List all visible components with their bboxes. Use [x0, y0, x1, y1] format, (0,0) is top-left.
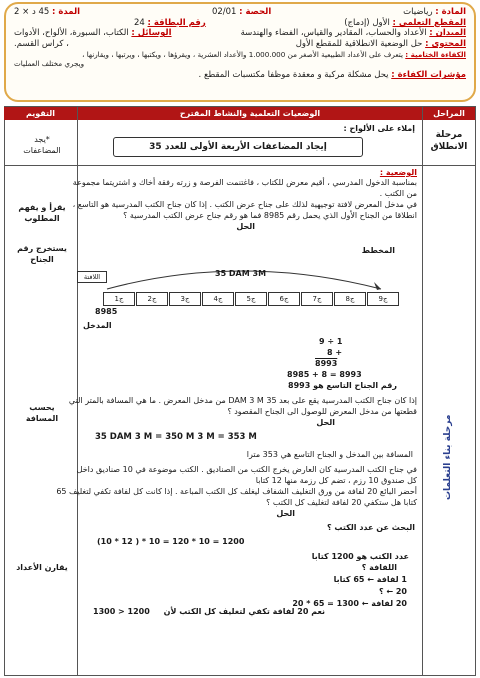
notebook-value: ، كراس القسم. — [14, 38, 69, 49]
solution-label: الحل — [236, 222, 255, 231]
competence-value-2: ويجري مختلف العمليات — [14, 59, 85, 69]
eval-compare: يقارن الأعداد — [16, 563, 68, 572]
booth-cell: 6ج — [268, 292, 300, 306]
question-3-line: كتابا هل ستكفي 20 لفافة لتغليف كل الكتب ؟ — [266, 498, 417, 507]
question-2-line: إذا كان جناح الكتب المدرسية يقع على بعد 35 DAM 3 M من مدخل المعرض . ما هي المسافة بالمتر التي — [68, 396, 417, 405]
books-calculation: (10 * 12 ) * 10 = 120 * 10 = 1200 — [97, 537, 245, 546]
search-books: البحث عن عدد الكتب ؟ — [326, 523, 415, 532]
booth-diagram — [81, 259, 399, 323]
card-value: 24 — [134, 17, 145, 28]
situation-label: الوضعية : — [379, 168, 417, 177]
booth-cell: 4ج — [202, 292, 234, 306]
card-label: رقم البطاقة : — [147, 17, 206, 28]
eval-multiples-line-2: المضاعفات — [23, 146, 61, 155]
subject-value: رياضيات — [403, 7, 433, 17]
distance-label: 35 DAM 3M — [215, 269, 267, 278]
booth-cell: 5ج — [235, 292, 267, 306]
lesson-title: إيجاد المضاعفات الأربعة الأولى للعدد 35 — [113, 137, 363, 157]
start-number: 8985 — [95, 307, 118, 316]
eval-read-line-2: المطلوب — [24, 214, 60, 223]
col-header-activities: الوضعيات التعلمية والنشاط المقترح — [78, 107, 422, 120]
row-divider — [5, 165, 475, 166]
booth-result: رقم الجناح التاسع هو 8993 — [288, 381, 397, 390]
books-result-line-2: اللفافة ؟ — [361, 563, 397, 572]
subject-label: المادة : — [435, 7, 466, 17]
competence-label: الكفاءة الختامية : — [405, 50, 466, 60]
solution-label: الحل — [276, 509, 295, 518]
roll-line: 20 ← ؟ — [378, 587, 407, 596]
session-label: الحصة : — [239, 7, 272, 17]
booth-cell: 8ج — [334, 292, 366, 306]
entrance-label: المدخل — [83, 321, 112, 330]
session-value: 02/01 — [211, 7, 237, 17]
situation-line: انطلاقا من الجناح الأول الذي يحمل رقم 8985 فما هو رقم جناح عرض الكتب المدرسية ؟ — [123, 211, 417, 220]
content-value: حل الوضعية الانطلاقية للمقطع الأول — [295, 38, 423, 49]
roll-line: 20 لفافة ← 1300 = 65 * 20 — [292, 599, 407, 608]
situation-line: في مدخل المعرض لافتة توجيهية لذلك على جناح عرض الكتب . إذا كان جناح الكتب المدرسية هو التاسع ، — [72, 200, 417, 209]
lesson-table — [4, 106, 476, 676]
tools-label: الوسائل : — [131, 28, 172, 39]
domain-value: الأعداد والحساب، المقادير والقياس، الفضاء والهندسة — [240, 28, 427, 39]
conversion: 35 DAM 3 M = 350 M 3 M = 353 M — [95, 432, 257, 442]
eval-read-line-1: يقرأ و يفهم — [18, 203, 66, 212]
distance-result: المسافة بين المدخل و الجناح التاسع هي 353 مترا — [246, 450, 413, 459]
segment-value: الأول (إدماج) — [344, 17, 390, 28]
booth-cell: 9ج — [367, 292, 399, 306]
sign-box: اللافتة — [77, 271, 107, 283]
eval-compute-line-2: المسافة — [25, 414, 59, 423]
lesson-header-card — [4, 2, 476, 102]
column-divider — [77, 107, 78, 675]
solution-label: الحل — [316, 418, 335, 427]
calc-line: 9 ÷ 1 — [319, 337, 343, 346]
booth-cell: 2ج — [136, 292, 168, 306]
stage-build: مرحلة بناء التعلمات — [443, 414, 453, 500]
content-label: المحتوى : — [425, 38, 466, 49]
comparison: 1300 > 1200 — [93, 607, 150, 616]
question-3-line: أحضر البائع 20 لفافة من ورق التغليف الشفاف ليغلف كل الكتب المباعة . إذا كانت كل لفافة تكفي لتغليف 65 — [56, 487, 417, 496]
final-answer: نعم 20 لفافة تكفي لتغليف كل الكتب لأن — [163, 607, 325, 616]
eval-multiples-line-1: *يجد — [34, 135, 50, 144]
calc-line: 8985 + 8 = 8993 — [287, 370, 362, 379]
column-divider — [422, 107, 423, 675]
indicator-label: مؤشرات الكفاءة : — [391, 70, 466, 81]
calc-line: 8993 — [315, 359, 338, 368]
col-header-evaluation: التقويم — [4, 107, 77, 120]
question-3-line: كل صندوق 10 رزم ، تضم كل رزمة منها 12 كتابا — [255, 476, 417, 485]
stage-launch: مرحلة الانطلاق — [430, 130, 468, 152]
eval-compute-line-1: يحسب — [29, 403, 55, 412]
question-2-line: قطعتها من مدخل المعرض للوصول الى الجناح المقصود ؟ — [227, 407, 417, 416]
segment-label: المقطع التعلمي : — [392, 17, 466, 28]
indicator-value: يحل مشكلة مركبة و معقدة موظفا مكتسبات المقطع . — [198, 70, 389, 81]
duration-value: 45 د × 2 — [14, 7, 50, 17]
booth-cell: 3ج — [169, 292, 201, 306]
calc-line: 8 + — [327, 348, 343, 357]
diagram-label: المخطط — [361, 246, 395, 255]
booth-row — [103, 292, 399, 306]
domain-label: الميدان : — [429, 28, 466, 39]
roll-line: 1 لفافة ← 65 كتابا — [333, 575, 407, 584]
competence-value-1: يتعرف على الأعداد الطبيعية الأصغر من 1.000.000 والأعداد العشرية ، ويقرؤها ، ويكتبها ، ويرتبها ، ويقارنها ، — [82, 50, 403, 60]
tools-value: الكتاب، السبورة، الألواح، الأدوات — [14, 28, 129, 39]
booth-cell: 1ج — [103, 292, 135, 306]
eval-extract-line-2: الجناح — [30, 255, 54, 264]
booth-cell: 7ج — [301, 292, 333, 306]
dictation-label: إملاء على الألواح : — [343, 124, 415, 133]
question-3-line: في جناح الكتب المدرسية كان العارض يخرج الكتب من الصناديق . الكتب موضوعة في 10 صناديق داخل — [76, 465, 417, 474]
eval-extract-line-1: يستخرج رقم — [17, 244, 67, 253]
duration-label: المدة : — [51, 7, 81, 17]
books-result-line-1: عدد الكتب هو 1200 كتابا — [311, 552, 409, 561]
situation-line: من الكتب . — [379, 189, 417, 198]
col-header-stages: المراحل — [423, 107, 475, 120]
situation-line: بمناسبة الدخول المدرسي ، أقيم معرض للكتاب ، فاغتنمت الفرصة و زرته رفقة أخاك و اشتريتما مجموعة — [72, 178, 417, 187]
